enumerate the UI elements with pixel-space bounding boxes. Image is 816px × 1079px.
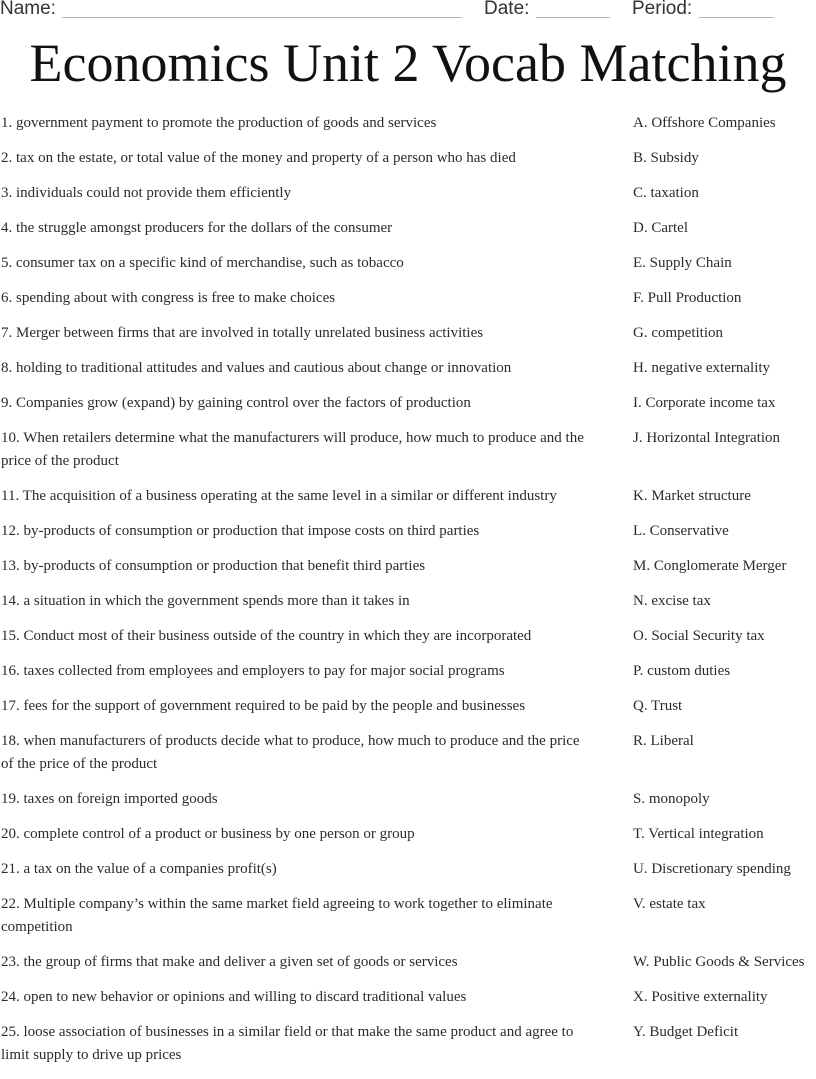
answer-option: D. Cartel <box>633 220 688 236</box>
period-label: Period: <box>632 0 693 19</box>
matching-row <box>0 182 816 217</box>
answer-option: I. Corporate income tax <box>633 395 776 411</box>
clue-text: 3. individuals could not provide them efficiently <box>1 185 292 201</box>
matching-row <box>0 147 816 182</box>
answer-option: U. Discretionary spending <box>633 861 791 877</box>
clue-text: 23. the group of firms that make and deliver a given set of goods or services <box>1 954 458 970</box>
matching-row <box>0 858 816 893</box>
matching-row <box>0 986 816 1021</box>
matching-row <box>0 1021 816 1079</box>
matching-row <box>0 823 816 858</box>
answer-option: C. taxation <box>633 185 699 201</box>
clue-text: 15. Conduct most of their business outside of the country in which they are incorporated <box>1 628 532 644</box>
period-blank-line[interactable] <box>699 17 774 18</box>
matching-row <box>0 217 816 252</box>
clue-text: 9. Companies grow (expand) by gaining control over the factors of production <box>1 395 471 411</box>
page-title: Economics Unit 2 Vocab Matching <box>29 33 787 93</box>
matching-row <box>0 252 816 287</box>
answer-option: S. monopoly <box>633 791 710 807</box>
matching-row <box>0 485 816 520</box>
clue-text: 22. Multiple company’s within the same market field agreeing to work together to eliminate competition <box>1 896 553 935</box>
clue-text: 16. taxes collected from employees and employers to pay for major social programs <box>1 663 505 679</box>
matching-row <box>0 112 816 147</box>
matching-row <box>0 788 816 823</box>
answer-option: R. Liberal <box>633 733 694 749</box>
matching-row <box>0 625 816 660</box>
matching-row <box>0 357 816 392</box>
clue-text: 4. the struggle amongst producers for the dollars of the consumer <box>1 220 393 236</box>
clue-text: 25. loose association of businesses in a similar field or that make the same product and agree to limit supply to drive up prices <box>1 1024 574 1063</box>
answer-option: V. estate tax <box>633 896 706 912</box>
clue-text: 17. fees for the support of government required to be paid by the people and businesses <box>1 698 526 714</box>
answer-option: W. Public Goods & Services <box>633 954 805 970</box>
name-label: Name: <box>0 0 56 19</box>
answer-option: H. negative externality <box>633 360 771 376</box>
clue-text: 7. Merger between firms that are involved in totally unrelated business activities <box>1 325 484 341</box>
matching-row <box>0 695 816 730</box>
clue-text: 6. spending about with congress is free to make choices <box>1 290 336 306</box>
matching-row <box>0 730 816 788</box>
clue-text: 13. by-products of consumption or production that benefit third parties <box>1 558 426 574</box>
matching-row <box>0 427 816 485</box>
matching-row <box>0 322 816 357</box>
matching-row <box>0 951 816 986</box>
matching-row <box>0 287 816 322</box>
matching-row <box>0 555 816 590</box>
matching-row <box>0 660 816 695</box>
clue-text: 21. a tax on the value of a companies profit(s) <box>1 861 277 877</box>
matching-row <box>0 520 816 555</box>
clue-text: 1. government payment to promote the production of goods and services <box>1 115 437 131</box>
answer-option: M. Conglomerate Merger <box>633 558 787 574</box>
answer-option: A. Offshore Companies <box>633 115 776 131</box>
clue-text: 2. tax on the estate, or total value of the money and property of a person who has died <box>1 150 516 166</box>
answer-option: O. Social Security tax <box>633 628 765 644</box>
name-blank-line[interactable] <box>62 17 462 18</box>
clue-text: 12. by-products of consumption or production that impose costs on third parties <box>1 523 480 539</box>
answer-option: X. Positive externality <box>633 989 768 1005</box>
answer-option: N. excise tax <box>633 593 711 609</box>
clue-text: 20. complete control of a product or business by one person or group <box>1 826 415 842</box>
matching-list <box>0 112 816 1079</box>
clue-text: 14. a situation in which the government spends more than it takes in <box>1 593 410 609</box>
answer-option: J. Horizontal Integration <box>633 430 781 446</box>
answer-option: B. Subsidy <box>633 150 699 166</box>
matching-row <box>0 590 816 625</box>
date-label: Date: <box>484 0 530 19</box>
date-blank-line[interactable] <box>536 17 610 18</box>
answer-option: F. Pull Production <box>633 290 742 306</box>
answer-option: T. Vertical integration <box>633 826 764 842</box>
answer-option: K. Market structure <box>633 488 751 504</box>
clue-text: 19. taxes on foreign imported goods <box>1 791 218 807</box>
answer-option: Y. Budget Deficit <box>633 1024 739 1040</box>
answer-option: Q. Trust <box>633 698 683 714</box>
student-info-header <box>0 0 816 24</box>
answer-option: E. Supply Chain <box>633 255 732 271</box>
clue-text: 24. open to new behavior or opinions and willing to discard traditional values <box>1 989 467 1005</box>
matching-row <box>0 392 816 427</box>
answer-option: L. Conservative <box>633 523 729 539</box>
clue-text: 10. When retailers determine what the manufacturers will produce, how much to produce and the price of the product <box>1 430 584 469</box>
answer-option: G. competition <box>633 325 723 341</box>
matching-row <box>0 893 816 951</box>
clue-text: 5. consumer tax on a specific kind of merchandise, such as tobacco <box>1 255 404 271</box>
clue-text: 11. The acquisition of a business operating at the same level in a similar or different industry <box>1 488 557 504</box>
clue-text: 18. when manufacturers of products decide what to produce, how much to produce and the price of the price of the product <box>1 733 580 772</box>
answer-option: P. custom duties <box>633 663 731 679</box>
clue-text: 8. holding to traditional attitudes and values and cautious about change or innovation <box>1 360 512 376</box>
